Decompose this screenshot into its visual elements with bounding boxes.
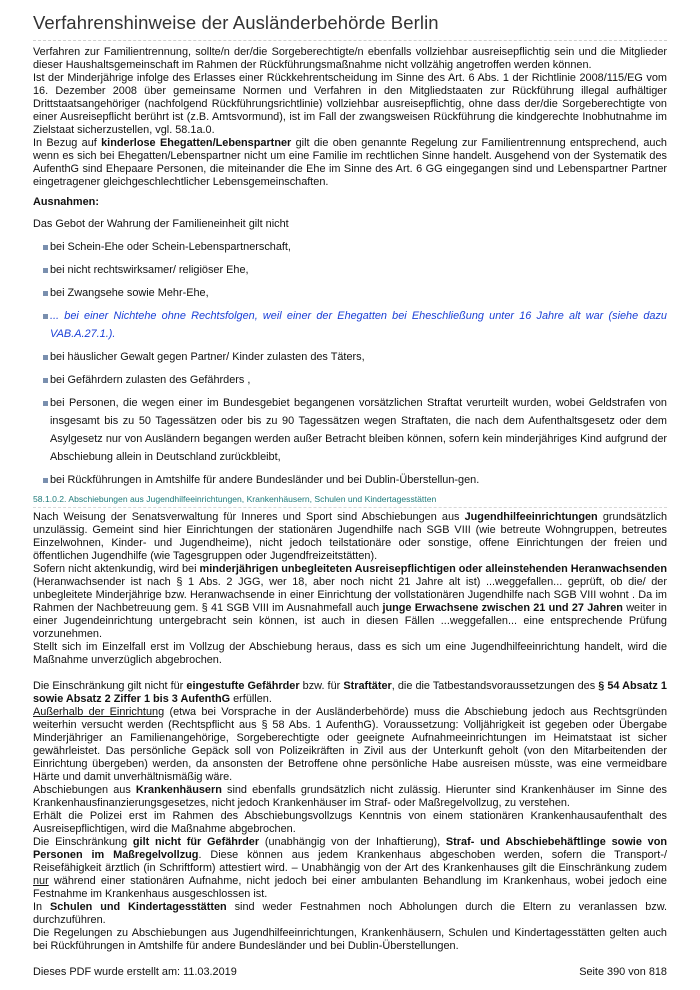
bullet-icon xyxy=(43,378,48,383)
bullet-icon xyxy=(43,355,48,360)
bullet-icon xyxy=(43,268,48,273)
paragraph: Außerhalb der Einrichtung (etwa bei Vorsprache in der Ausländerbehörde) muss die Abschiebung jedoch aus Rechtsgründen weiterhin versucht werden (Rechtspflicht aus § 58 Abs. 1 AufenthG). Voraussetzung: Volljährigkeit ist gegeben oder Übergabe Minderjähriger an Familienangehörige, Sorgeberechtigte oder geeignete Aufnahmeeinrichtungen im Heimatstaat ist sicher gewährleistet. Das persönliche Gepäck soll von Polizeikräften in Zivil aus der Unterkunft geholt (von den Mitarbeitenden der Einrichtung übergeben) werden, da ansonsten der Betroffene ohne persönliche Habe ausreisen müsste, was eine vermeidbare Härte und damit unverhältnismäßig wäre. xyxy=(33,706,668,783)
list-item: bei nicht rechtswirksamer/ religiöser Ehe, xyxy=(33,261,667,279)
footer-created-date: Dieses PDF wurde erstellt am: 11.03.2019 xyxy=(33,966,237,978)
intro-paragraph-3: In Bezug auf kinderlose Ehegatten/Lebenspartner gilt die oben genannte Regelung zur Familientrennung entsprechend, auch wenn es sich bei Ehegatten/Lebenspartner nicht um eine Familie im rechtlichen Sinne handelt. Ausgehend von der Systematik des AufenthG sind Ehepaare Personen, die miteinander die Ehe im Sinne des Art. 6 GG eingegangen sind und Lebenspartner Partner eingetragener gleichgeschlechtlicher Lebensgemeinschaften. xyxy=(33,137,667,188)
exceptions-list xyxy=(33,238,667,489)
paragraph: Erhält die Polizei erst im Rahmen des Abschiebungsvollzugs Kenntnis von einem stationären Krankenhausaufenthalt des Ausreisepflichtigen, wird die Maßnahme abgebrochen. xyxy=(33,810,667,835)
paragraph: Die Einschränkung gilt nicht für eingestufte Gefährder bzw. für Straftäter, die die Tatbestandsvoraussetzungen des § 54 Absatz 1 sowie Absatz 2 Ziffer 1 bis 3 AufenthG erfüllen. xyxy=(33,680,667,705)
section-heading: 58.1.0.2. Abschiebungen aus Jugendhilfeeinrichtungen, Krankenhäusern, Schulen und Kindertagesstätten xyxy=(33,494,667,508)
bullet-icon xyxy=(43,291,48,296)
section-body xyxy=(33,511,667,953)
footer-page-number: Seite 390 von 818 xyxy=(579,966,667,978)
exceptions-heading: Ausnahmen: xyxy=(33,196,99,208)
document-page xyxy=(33,0,667,953)
paragraph: Nach Weisung der Senatsverwaltung für Inneres und Sport sind Abschiebungen aus Jugendhilfeeinrichtungen grundsätzlich unzulässig. Gemeint sind hier Einrichtungen der stationären Jugendhilfe nach SGB VIII (wie betreute Wohngruppen, betreutes Einzelwohnen, Kinder- und Jugendheime), nicht jedoch teilstationäre oder sonstige, offene Einrichtungen der freien und öffentlichen Jugendhilfe (wie Tagesgruppen oder Jugendfreizeitstätten). xyxy=(33,511,667,562)
bullet-icon xyxy=(43,245,48,250)
exceptions-lead: Das Gebot der Wahrung der Familieneinheit gilt nicht xyxy=(33,218,289,230)
list-item: bei Zwangsehe sowie Mehr-Ehe, xyxy=(33,284,667,302)
paragraph: Die Einschränkung gilt nicht für Gefährder (unabhängig von der Inhaftierung), Straf- und Abschiebehäftlinge sowie von Personen im Maßregelvollzug. Diese können aus jedem Krankenhaus abgeschoben werden, sofern die Transport-/ Reisefähigkeit ärztlich (in Schriftform) attestiert wird. – Unabhängig von der Art des Krankenhauses gilt die Einschränkung zudem nur während einer stationären Aufnahme, nicht jedoch bei einer ambulanten Behandlung im Krankenhaus, wobei jedoch eine Festnahme im Krankenhaus ausgeschlossen ist. xyxy=(33,836,667,900)
list-item: bei Gefährdern zulasten des Gefährders , xyxy=(33,371,667,389)
list-item: bei häuslicher Gewalt gegen Partner/ Kinder zulasten des Täters, xyxy=(33,348,667,366)
bullet-icon xyxy=(43,314,48,319)
list-item-link[interactable]: ... bei einer Nichtehe ohne Rechtsfolgen, weil einer der Ehegatten bei Eheschließung unter 16 Jahre alt war (siehe dazu VAB.A.27.1.). xyxy=(33,307,667,343)
page-footer xyxy=(33,966,667,978)
paragraph: Abschiebungen aus Krankenhäusern sind ebenfalls grundsätzlich nicht zulässig. Hierunter sind Krankenhäuser im Sinne des Krankenhausfinanzierungsgesetzes, nicht jedoch Krankenhäuser im Straf- oder Maßregelvollzug, zu verstehen. xyxy=(33,784,667,809)
list-item: bei Personen, die wegen einer im Bundesgebiet begangenen vorsätzlichen Straftat verurteilt wurden, wobei Geldstrafen von insgesamt bis zu 50 Tagessätzen oder bis zu 90 Tagessätzen wegen Straftaten, die nach dem Aufenthaltsgesetz oder dem Asylgesetz nur von Ausländern begangen werden außer Betracht bleiben können, sofern kein minderjähriges Kind aufgrund der Abschiebung allein in Deutschland zurückbleibt, xyxy=(33,394,667,466)
intro-section xyxy=(33,46,667,189)
intro-paragraph-1: Verfahren zur Familientrennung, sollte/n der/die Sorgeberechtigte/n ebenfalls vollziehbar ausreisepflichtig sein und die Mitglieder dieser Haushaltsgemeinschaft im Rahmen der Rückführungsmaßnahme nicht vollzähig angetroffen werden können. xyxy=(33,46,667,71)
paragraph: Sofern nicht aktenkundig, wird bei minderjährigen unbegleiteten Ausreisepflichtigen oder alleinstehenden Heranwachsenden (Heranwachsender ist nach § 1 Abs. 2 JGG, wer 18, aber noch nicht 21 Jahre alt ist) ...weggefallen... geprüft, ob die/ der unbegleitete Minderjährige bzw. Heranwachsende in einer Einrichtung der vollstationären Jugendhilfe nach SGB VIII wohnt . Da im Rahmen der Nachbetreuung gem. § 41 SGB VIII im Ausnahmefall auch junge Erwachsene zwischen 21 und 27 Jahren weiter in einer Jugendeinrichtung untergebracht sein können, ist auch in diesen Fällen ...weggefallen... eine entsprechende Prüfung vorzunehmen. xyxy=(33,563,667,640)
intro-paragraph-2: Ist der Minderjährige infolge des Erlasses einer Rückkehrentscheidung im Sinne des Art. 6 Abs. 1 der Richtlinie 2008/115/EG vom 16. Dezember 2008 über gemeinsame Normen und Verfahren in den Mitgliedstaaten zur Rückführung illegal aufhältiger Drittstaatsangehöriger (nachfolgend Rückführungsrichtlinie) vollziehbar ausreisepflichtig, ohne dass der/die Sorgeberechtigte von einer Ausreisepflicht berührt ist (z.B. Amtsvormund), ist im Fall der zwangsweisen Rückführung die kindgerechte Inobhutnahme im Zielstaat sicherzustellen, vgl. 58.1a.0. xyxy=(33,72,667,136)
paragraph: Die Regelungen zu Abschiebungen aus Jugendhilfeeinrichtungen, Krankenhäusern, Schulen und Kindertagesstätten gelten auch bei Rückführungen in Amtshilfe für andere Bundesländer und bei Dublin-Überstellungen. xyxy=(33,927,667,952)
paragraph: In Schulen und Kindertagesstätten sind weder Festnahmen noch Abholungen durch die Eltern zu veranlassen bzw. durchzuführen. xyxy=(33,901,667,926)
spacer xyxy=(33,667,667,680)
list-item: bei Rückführungen in Amtshilfe für andere Bundesländer und bei Dublin-Überstellun-gen. xyxy=(33,471,667,489)
bullet-icon xyxy=(43,401,48,406)
bullet-icon xyxy=(43,478,48,483)
list-item: bei Schein-Ehe oder Schein-Lebenspartnerschaft, xyxy=(33,238,667,256)
paragraph: Stellt sich im Einzelfall erst im Vollzug der Abschiebung heraus, dass es sich um eine Jugendhilfeeinrichtung handelt, wird die Maßnahme unverzüglich abgebrochen. xyxy=(33,641,667,666)
page-title: Verfahrenshinweise der Ausländerbehörde Berlin xyxy=(33,12,667,41)
